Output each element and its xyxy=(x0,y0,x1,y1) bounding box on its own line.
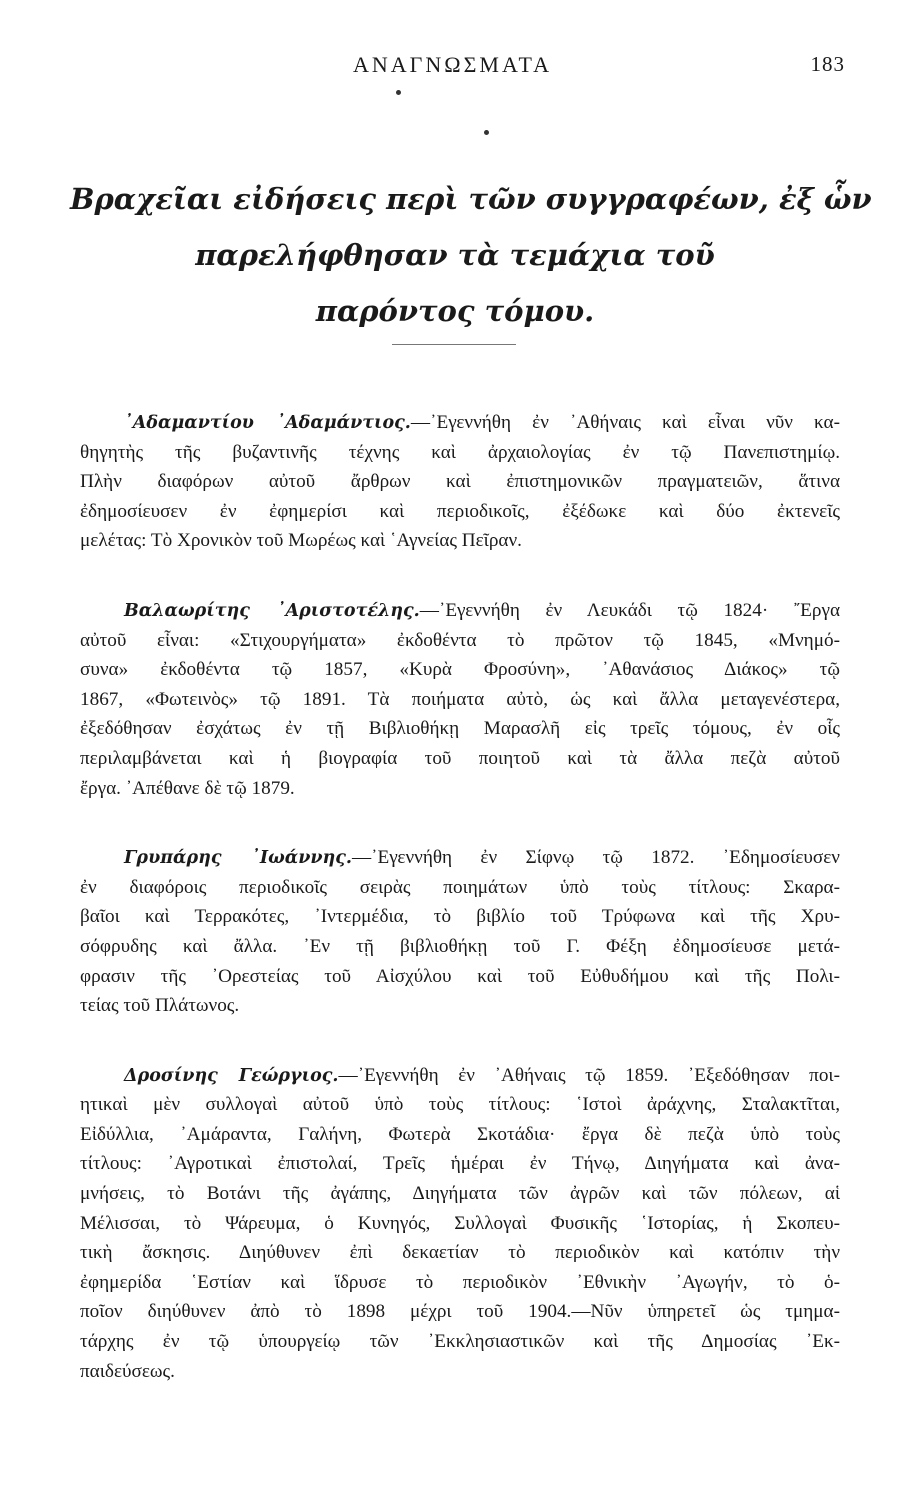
entry-first-line xyxy=(80,843,840,873)
running-title: ΑΝΑΓΝΩΣΜΑΤΑ xyxy=(352,52,553,77)
entry-first-line xyxy=(80,596,840,626)
entry-line: ἐδημοσίευσεν ἐν ἐφημερίσι καὶ περιοδικοῖς, ἐξέδωκε καὶ δύο ἐκτενεῖς xyxy=(80,500,840,522)
entry-line: θηγητὴς τῆς βυζαντινῆς τέχνης καὶ ἀρχαιολογίας ἐν τῷ Πανεπιστημίῳ. xyxy=(80,441,840,463)
entry-line: τείας τοῦ Πλάτωνος. xyxy=(80,995,240,1017)
entry-line: ητικαὶ μὲν συλλογαὶ αὐτοῦ ὑπὸ τοὺς τίτλους: ῾Ιστοὶ ἀράχνης, Σταλακτῖται, xyxy=(80,1094,840,1116)
entry-text: —᾿Εγεννήθη ἐν Λευκάδι τῷ 1824· ῎Εργα xyxy=(419,599,840,621)
entry-text: —᾿Εγεννήθη ἐν ᾿Αθήναις καὶ εἶναι νῦν κα- xyxy=(410,412,840,433)
page-number: 183 xyxy=(810,52,845,76)
ink-speck xyxy=(396,90,401,95)
author-entries xyxy=(80,408,840,1426)
entry-line: ἐφημερίδα ῾Εστίαν καὶ ἵδρυσε τὸ περιοδικὸν ᾿Εθνικὴν ᾿Αγωγήν, τὸ ὁ- xyxy=(80,1271,840,1293)
entry-line: ἔργα. ᾿Απέθανε δὲ τῷ 1879. xyxy=(80,777,295,799)
entry-line: ἐν διαφόροις περιοδικοῖς σειρὰς ποιημάτων ὑπὸ τοὺς τίτλους: Σκαρα- xyxy=(80,876,840,898)
entry-line: μελέτας: Τὸ Χρονικὸν τοῦ Μωρέως καὶ ῾Αγνείας Πεῖραν. xyxy=(80,530,522,552)
title-line: παρόντος τόμου. xyxy=(315,294,595,329)
running-header xyxy=(0,52,905,82)
entry-first-line xyxy=(80,408,840,438)
entry-drosinis xyxy=(80,1061,840,1387)
entry-text: —᾿Εγεννήθη ἐν ᾿Αθήναις τῷ 1859. ᾿Εξεδόθησαν ποι- xyxy=(338,1064,840,1086)
entry-line: τάρχης ἐν τῷ ὑπουργείῳ τῶν ᾿Εκκλησιαστικῶν καὶ τῆς Δημοσίας ᾿Εκ- xyxy=(80,1331,840,1353)
entry-text: —᾿Εγεννήθη ἐν Σίφνῳ τῷ 1872. ᾿Εδημοσίευσεν xyxy=(351,847,840,869)
entry-line: αὐτοῦ εἶναι: «Στιχουργήματα» ἐκδοθέντα τὸ πρῶτον τῷ 1845, «Μνημό- xyxy=(80,629,840,651)
entry-line: συνα» ἐκδοθέντα τῷ 1857, «Κυρὰ Φροσύνη», ᾿Αθανάσιος Διάκος» τῷ xyxy=(80,659,840,681)
entry-line: 1867, «Φωτεινὸς» τῷ 1891. Τὰ ποιήματα αὐτὸ, ὡς καὶ ἄλλα μεταγενέστερα, xyxy=(80,688,840,710)
entry-line: φρασιν τῆς ᾿Ορεστείας τοῦ Αἰσχύλου καὶ τοῦ Εὐθυδήμου καὶ τῆς Πολι- xyxy=(80,965,840,987)
title-divider xyxy=(392,344,516,345)
author-name: Γρυπάρης ᾿Ιωάννης. xyxy=(124,848,352,869)
entry-line: Πλὴν διαφόρων αὐτοῦ ἄρθρων καὶ ἐπιστημονικῶν πραγματειῶν, ἅτινα xyxy=(80,471,840,493)
entry-line: Εἰδύλλια, ᾿Αμάραντα, Γαλήνη, Φωτερὰ Σκοτάδια· ἔργα δὲ πεζὰ ὑπὸ τοὺς xyxy=(80,1123,840,1145)
entry-first-line xyxy=(80,1061,840,1091)
entry-line: μνήσεις, τὸ Βοτάνι τῆς ἀγάπης, Διηγήματα τῶν ἀγρῶν καὶ τῶν πόλεων, αἱ xyxy=(80,1183,840,1205)
entry-line: τικὴ ἄσκησις. Διηύθυνεν ἐπὶ δεκαετίαν τὸ περιοδικὸν καὶ κατόπιν τὴν xyxy=(80,1242,840,1264)
entry-line: σόφρυδης καὶ ἄλλα. ᾿Εν τῇ βιβλιοθήκῃ τοῦ Γ. Φέξη ἐδημοσίευσε μετά- xyxy=(80,935,840,957)
entry-line: βαῖοι καὶ Τερρακότες, ᾿Ιντερμέδια, τὸ βιβλίο τοῦ Τρύφωνα καὶ τῆς Χρυ- xyxy=(80,906,840,928)
entry-line: περιλαμβάνεται καὶ ἡ βιογραφία τοῦ ποιητοῦ καὶ τὰ ἄλλα πεζὰ αὐτοῦ xyxy=(80,747,840,769)
ink-speck xyxy=(484,130,489,135)
author-name: Βαλαωρίτης ᾿Αριστοτέλης. xyxy=(124,600,420,621)
title-line: Βραχεῖαι εἰδήσεις περὶ τῶν συγγραφέων, ἐξ ὧν xyxy=(70,182,872,217)
entry-line: ποῖον διηύθυνεν ἀπὸ τὸ 1898 μέχρι τοῦ 1904.—Νῦν ὑπηρετεῖ ὡς τμημα- xyxy=(80,1301,840,1323)
author-name: ᾿Αδαμαντίου ᾿Αδαμάντιος. xyxy=(124,413,411,433)
page-title xyxy=(70,171,872,339)
entry-gryparis xyxy=(80,843,840,1021)
entry-line: τίτλους: ᾿Αγροτικαὶ ἐπιστολαί, Τρεῖς ἡμέραι ἐν Τήνῳ, Διηγήματα καὶ ἀνα- xyxy=(80,1153,840,1175)
title-line: παρελήφθησαν τὰ τεμάχια τοῦ xyxy=(195,238,715,273)
entry-adamantiou xyxy=(80,408,840,556)
author-name: Δροσίνης Γεώργιος. xyxy=(124,1065,339,1086)
entry-line: παιδεύσεως. xyxy=(80,1360,175,1382)
entry-line: Μέλισσαι, τὸ Ψάρευμα, ὁ Κυνηγός, Συλλογαὶ Φυσικῆς ῾Ιστορίας, ἡ Σκοπευ- xyxy=(80,1212,840,1234)
entry-line: ἐξεδόθησαν ἐσχάτως ἐν τῇ Βιβλιοθήκῃ Μαρασλῆ εἰς τρεῖς τόμους, ἐν οἷς xyxy=(80,718,840,740)
entry-valaoritis xyxy=(80,596,840,803)
